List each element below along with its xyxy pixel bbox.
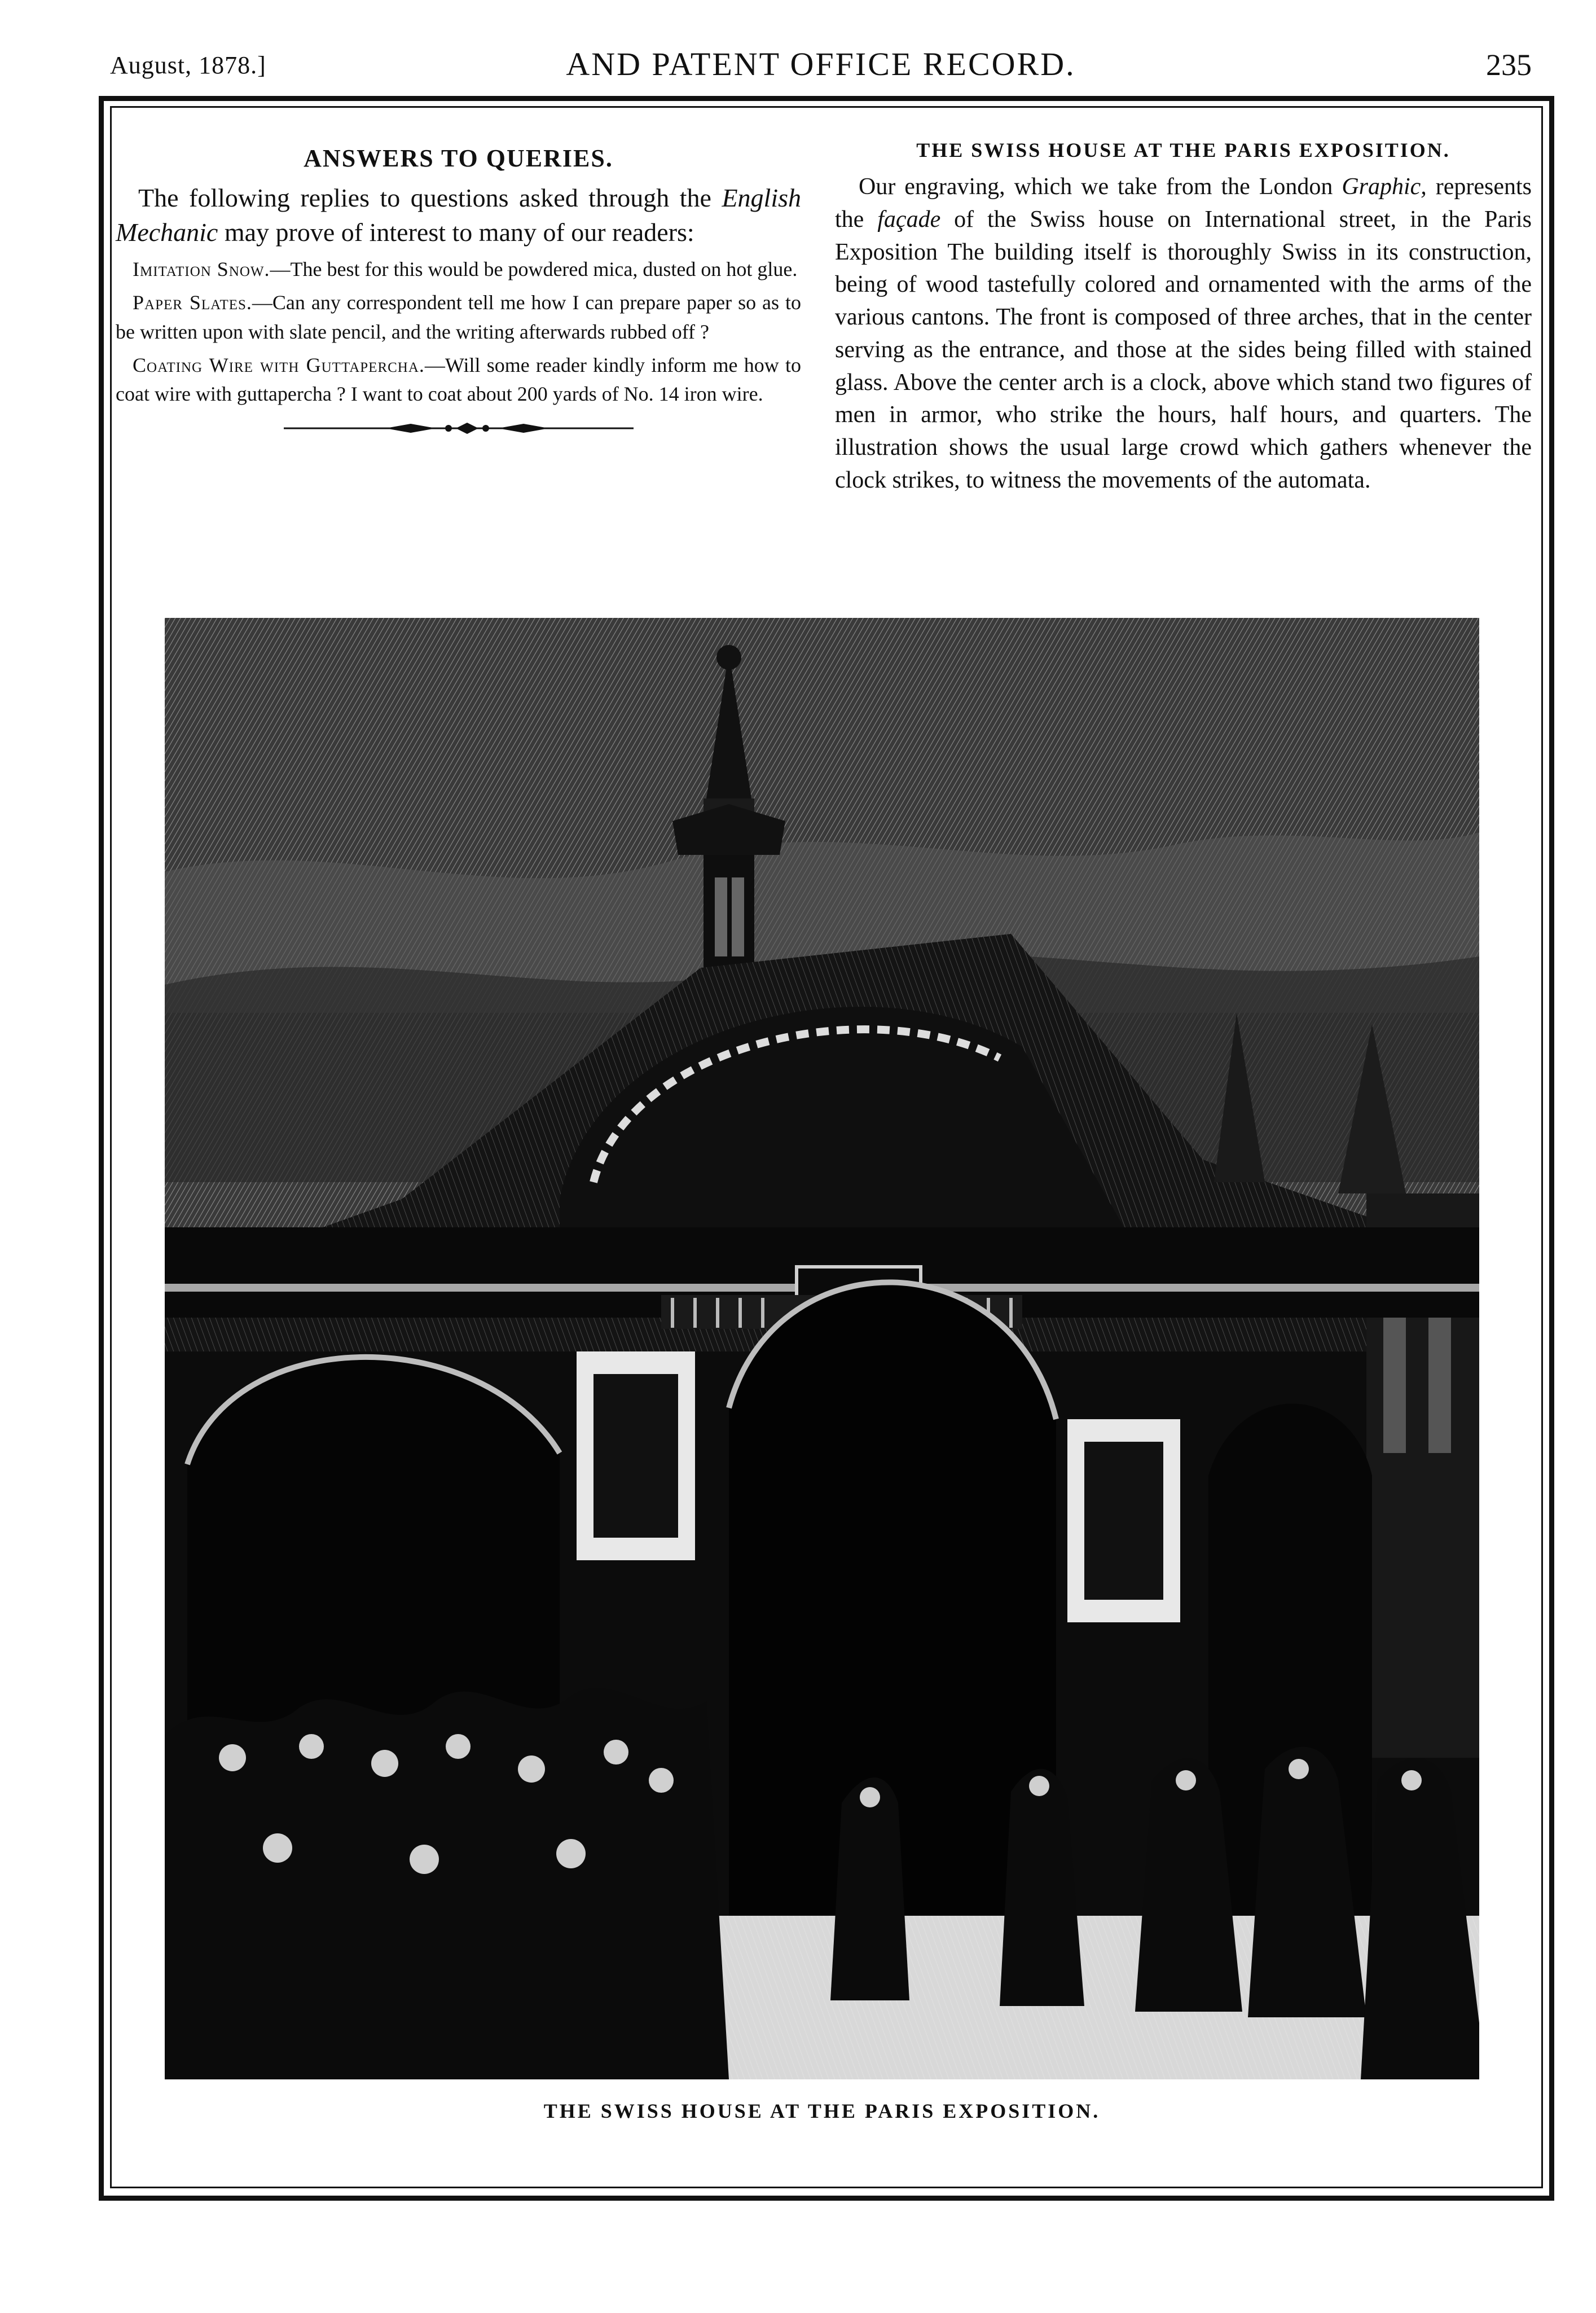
journal-title: AND PATENT OFFICE RECORD.	[566, 46, 1076, 82]
intro-text-end: may prove of interest to many of our readers:	[218, 218, 694, 247]
article-text: of the Swiss house on International street, in the Paris Exposition The building itself is thoroughly Swiss in its construction, being of wood tastefully colored and ornamented with the arms of the various cantons. The front is composed of three arches, that in the center serving as the entrance, and those at the sides being filled with stained glass. Above the center arch is a clock, above which stand two figures of men in armor, who strike the hours, half hours, and quarters. The illustration shows the usual large crowd which gathers whenever the clock strikes, to witness the movements of the automata.	[835, 206, 1532, 493]
article-text: Our engraving, which we take from the London	[859, 174, 1342, 200]
query-text: —The best for this would be powdered mica, dusted on hot glue.	[270, 258, 798, 281]
source-publication: Graphic,	[1342, 174, 1427, 200]
issue-date: August, 1878.]	[110, 51, 266, 79]
answers-to-queries-column	[116, 144, 801, 437]
query-text: —Will some reader kindly inform me how to coat wire with guttapercha ? I want to coat about 200 yards of No. 14 iron wire.	[116, 353, 801, 405]
swiss-house-engraving	[165, 618, 1479, 2079]
queries-heading: ANSWERS TO QUERIES.	[304, 144, 613, 172]
article-text: represents the	[835, 174, 1532, 232]
query-item	[116, 351, 801, 409]
page-number: 235	[1486, 48, 1532, 82]
intro-source-title: English Mechanic	[116, 183, 801, 247]
queries-intro	[116, 181, 801, 249]
query-lead: Paper Slates.	[133, 291, 252, 314]
article-heading: THE SWISS HOUSE AT THE PARIS EXPOSITION.	[916, 139, 1450, 161]
query-text: —Can any correspondent tell me how I can prepare paper so as to be written upon with slate pencil, and the writing afterwards rubbed off ?	[116, 291, 801, 343]
query-lead: Coating Wire with Guttapercha.	[133, 353, 425, 376]
engraving-artwork	[165, 618, 1479, 2079]
section-divider-ornament	[284, 420, 634, 437]
illustration-caption: THE SWISS HOUSE AT THE PARIS EXPOSITION.	[543, 2100, 1101, 2122]
intro-text-start: The following replies to questions asked through the	[138, 183, 722, 212]
swiss-house-article	[835, 138, 1532, 497]
article-body	[835, 171, 1532, 497]
query-item	[116, 255, 801, 284]
query-item	[116, 288, 801, 346]
running-head	[110, 45, 1532, 90]
italic-term: façade	[877, 206, 941, 232]
query-lead: Imitation Snow.	[133, 258, 270, 281]
